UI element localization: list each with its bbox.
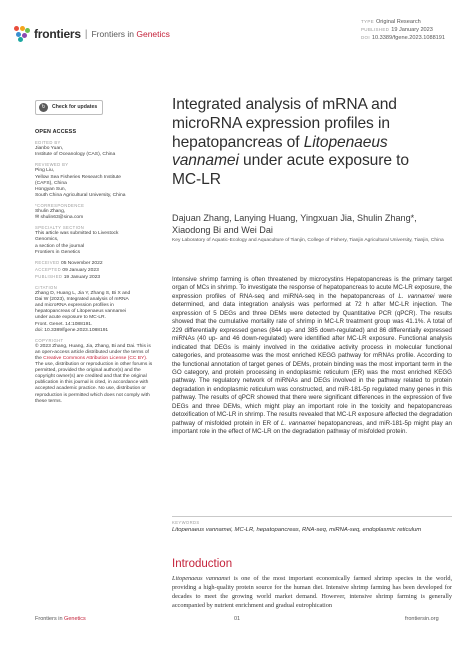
page-number: 01 <box>234 616 241 622</box>
meta-type: TYPE Original Research <box>361 19 421 25</box>
correspondence-email-link[interactable]: ✉ shulin63@sina.com <box>35 215 84 221</box>
abstract: Intensive shrimp farming is often threatened by microcystins Hepatopancreas is the primary target organ of MCs in shrimp. To investigate the response of hepatopancreas to acute MC-LR exposure, the expression profiles of RNA-seq and miRNA-seq in the hepatopancreas of L. vannamei were determined, and data integration analysis was performed at 72 h after MC-LR injection. The expression of 5 DEGs and three DEMs were detected by Quantitative PCR (qPCR). The results showed that the cumulative mortality rate of shrimp in MC-LR treatment group was 41.1%. A total of 229 differentially expressed genes (844 up- and 385 down-regulated) and 86 differentially expressed miRNAs (40 up- and 46 down-regulated) were identified after MC-LR exposure. Functional analysis indicated that DEGs is mainly involved in the oxidative activity process in molecular functional categories, and proteasome was the most enriched KEGG pathway for mRNAs profile. According to the functional annotation of target genes of DEMs, protein binding was the most important term in the GO category, and protein processing in endoplasmic reticulum (ER) was the most enriched KEGG pathway. The regulatory network of miRNAs and DEGs involved in the pathway related to protein degradation in endoplasmic reticulum was constructed, and miR-181-5p regulated many genes in this pathway. The results of qPCR showed that there were significant differences in the expression of five DEGs and three DEMs, which might play an important role in the toxicity and hepatopancreas detoxification of MC-LR in shrimp. The results revealed that MC-LR exposure affected the degradation pathway of misfolded protein in ER of L. vannamei hepatopancreas, and miR-181-5p might play an important role in the effect of MC-LR on the degradation pathway of misfolded protein. <box>172 276 452 436</box>
article-sidebar <box>35 100 153 405</box>
open-access-label: OPEN ACCESS <box>35 129 77 135</box>
citation: CITATION Zhang D, Huang L, Jia Y, Zhang S, Bi X and Dai W (2023), Integrated analysis of mRNA and microRNA expression profiles in hepatopancreas of Litopenaeus vannamei under acute exposure to MC-LR. Front. Genet. 14:1088191. doi: 10.3389/fgene.2023.1088191 <box>35 284 131 333</box>
dates: RECEIVED 05 November 2022 ACCEPTED 09 January 2023 PUBLISHED 19 January 2023 <box>35 259 103 280</box>
reviewed-by: REVIEWED BY Ping Liu, Yellow Sea Fisheries Research Institute (CAFS), China Hongyan Sun, South China Agricultural University, China <box>35 162 126 198</box>
check-for-updates-button[interactable]: ↻ Check for updates <box>35 100 103 115</box>
footer-site-link[interactable]: frontiersin.org <box>405 616 439 622</box>
brand-separator: | <box>84 28 88 40</box>
keywords-divider <box>172 516 452 517</box>
introduction-heading: Introduction <box>172 558 233 570</box>
correspondence: *CORRESPONDENCE Shulin Zhang, ✉ shulin63@sina.com <box>35 203 153 221</box>
copyright: COPYRIGHT © 2023 Zhang, Huang, Jia, Zhang, Bi and Dai. This is an open-access article distributed under the terms of the Creative Commons Attribution License (CC BY). The use, distribution or reproduction in other forums is permitted, provided the original author(s) and the copyright owner(s) are credited and that the original publication in this journal is cited, in accordance with accepted academic practice. No use, distribution or reproduction is permitted which does not comply with these terms. <box>35 337 153 404</box>
frontiers-logo-icon <box>14 26 30 42</box>
author-list: Dajuan Zhang, Lanying Huang, Yingxuan Jia, Shulin Zhang*, Xiaodong Bi and Wei Dai <box>172 213 417 235</box>
affiliation: Key Laboratory of Aquatic-Ecology and Aquaculture of Tianjin, College of Fishery, Tianjin Agricultural University, Tianjin, China <box>172 238 444 243</box>
frontiers-logo[interactable] <box>14 26 170 42</box>
keywords: Litopenaeus vannamei, MC-LR, hepatopancreas, RNA-seq, miRNA-seq, endoplasmic reticulum <box>172 527 422 533</box>
page-footer <box>0 612 474 632</box>
meta-published: PUBLISHED 19 January 2023 <box>361 27 433 34</box>
page-header <box>0 0 474 60</box>
footer-journal[interactable]: Frontiers in Genetics <box>35 616 86 622</box>
article-title: Integrated analysis of mRNA and microRNA expression profiles in hepatopancreas of Litopenaeus vannamei under acute exposure to MC-LR <box>172 96 409 189</box>
meta-doi[interactable]: DOI 10.3389/fgene.2023.1088191 <box>361 35 446 42</box>
article-meta <box>361 18 445 43</box>
specialty-section: SPECIALTY SECTION This article was submitted to Livestock Genomics, a section of the journal Frontiers in Genetics <box>35 225 119 255</box>
cc-by-license-link[interactable]: Creative Commons Attribution License (CC BY). <box>43 356 148 361</box>
introduction-text: Litopenaeus vannamei is one of the most important economically farmed shrimp species in the world, providing a high-quality protein source for the human diet. Intensive shrimp farming has been developed for decades to meet the growing world market demand. However, intensive shrimp farming is generally accompanied by nutrient enrichment and gradual eutrophication <box>172 575 453 609</box>
refresh-icon: ↻ <box>39 103 48 112</box>
brand-name: frontiers <box>34 27 81 41</box>
keywords-label: KEYWORDS <box>172 520 200 525</box>
journal-name: Frontiers in Genetics <box>91 29 170 39</box>
edited-by: EDITED BY Jianbo Yuan, Institute of Oceanology (CAS), China <box>35 140 116 158</box>
